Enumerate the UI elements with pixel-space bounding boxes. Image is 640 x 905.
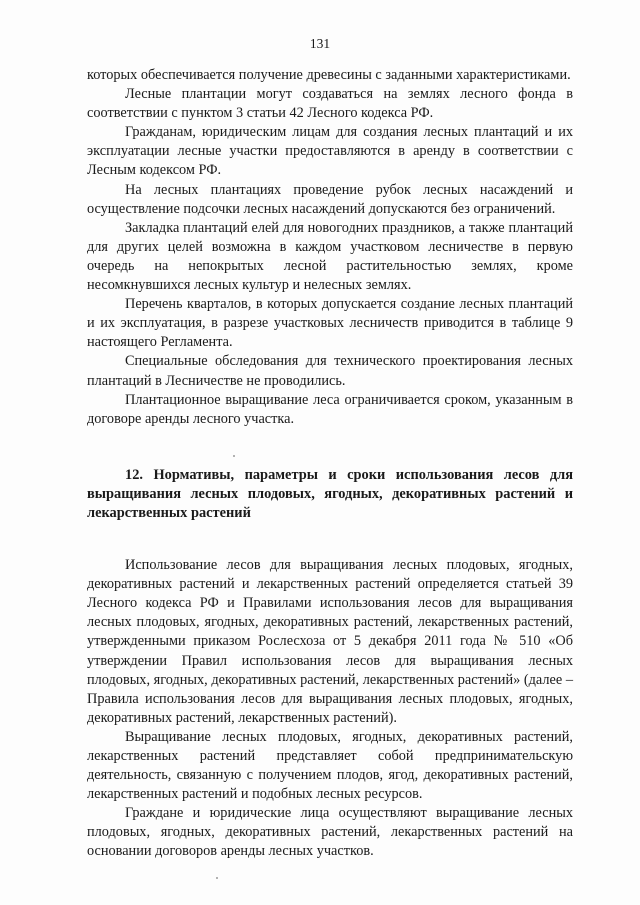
scan-speck [216, 877, 218, 879]
bottom-section [87, 556, 573, 862]
paragraph: Перечень кварталов, в которых допускается создание лесных плантаций и их эксплуатация, в разрезе участковых лесничеств приводится в таблице 9 настоящего Регламента. [87, 296, 573, 351]
page-number: 131 [309, 36, 331, 51]
paragraph: Лесные плантации могут создаваться на землях лесного фонда в соответствии с пунктом 3 статьи 42 Лесного кодекса РФ. [87, 86, 573, 122]
paragraph: Специальные обследования для технического проектирования лесных плантаций в Лесничестве не проводились. [87, 353, 573, 389]
paragraph: Выращивание лесных плодовых, ягодных, декоративных растений, лекарственных растений представляет собой предпринимательскую деятельность, связанную с получением плодов, ягод, декоративных растений, лекарственных растений и подобных лесных ресурсов. [87, 728, 573, 803]
section-heading: 12. Нормативы, параметры и сроки использования лесов для выращивания лесных плодовых, ягодных, декоративных растений и лекарственных растений [87, 466, 573, 521]
paragraph: Плантационное выращивание леса ограничивается сроком, указанным в договоре аренды лесного участка. [87, 391, 573, 427]
paragraph: На лесных плантациях проведение рубок лесных насаждений и осуществление подсочки лесных насаждений допускаются без ограничений. [87, 181, 573, 217]
paragraph: Использование лесов для выращивания лесных плодовых, ягодных, декоративных растений и лекарственных растений определяется статьей 39 Лесного кодекса РФ и Правилами использования лесов для выращивания лесных плодовых, ягодных, декоративных растений, лекарственных растений, утвержденными приказом Рослесхоза от 5 декабря 2011 года № 510 «Об утверждении Правил использования лесов для выращивания лесных плодовых, ягодных, декоративных растений, лекарственных растений» (далее – Правила использования лесов для выращивания лесных плодовых, ягодных, декоративных растений, лекарственных растений). [87, 557, 573, 726]
paragraph: которых обеспечивается получение древесины с заданными характеристиками. [87, 67, 571, 83]
scan-speck [233, 455, 235, 457]
paragraph: Граждане и юридические лица осуществляют выращивание лесных плодовых, ягодных, декоративных растений, лекарственных растений на основании договоров аренды лесных участков. [87, 805, 573, 860]
top-section [87, 66, 573, 429]
document-body [87, 66, 573, 862]
paragraph: Гражданам, юридическим лицам для создания лесных плантаций и их эксплуатации лесные участки предоставляются в аренду в соответствии с Лесным кодексом РФ. [87, 124, 573, 179]
paragraph: Закладка плантаций елей для новогодних праздников, а также плантаций для других целей возможна в каждом участковом лесничестве в первую очередь на непокрытых лесной растительностью землях, кроме несомкнувшихся лесных культур и нелесных землях. [87, 219, 573, 294]
